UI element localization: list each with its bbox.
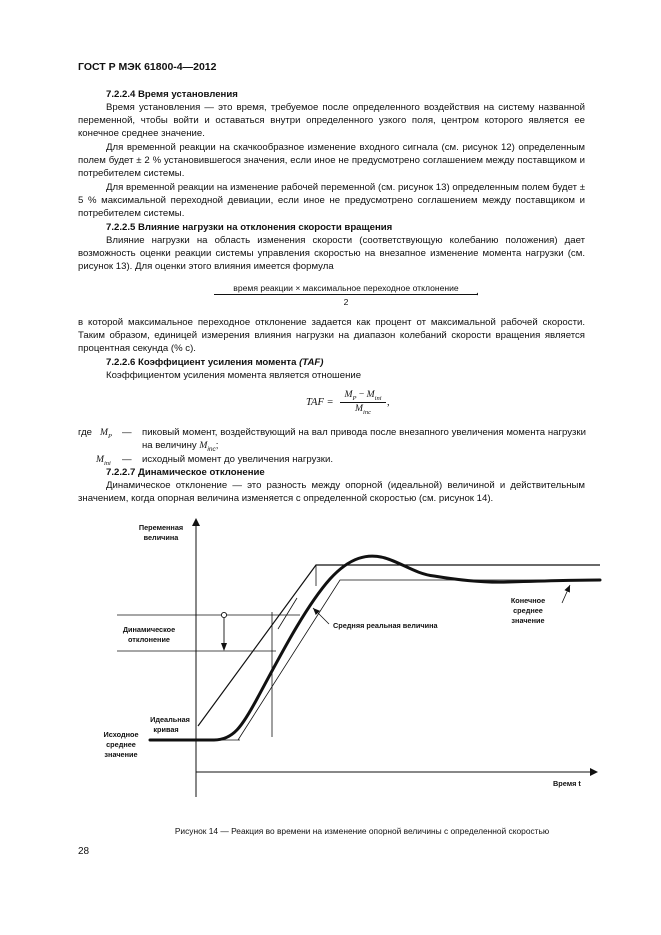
paragraph: Динамическое отклонение — это разность между опорной (идеальной) величиной и действительным значением, когда опорная величина изменяется с определенной скоростью (см. рисунок 14). — [78, 480, 585, 505]
initial-value-label-line2: среднее — [106, 740, 136, 749]
ideal-curve-label-line1: Идеальная — [150, 715, 190, 724]
subscript: P — [108, 432, 112, 440]
deviation-arrowhead — [221, 643, 227, 651]
final-label-leader — [562, 585, 570, 603]
ideal-curve-label-line2: кривая — [153, 725, 179, 734]
initial-value-label-line1: Исходное — [103, 730, 139, 739]
real-response-curve — [150, 556, 600, 740]
page-number: 28 — [78, 846, 90, 857]
formula-numerator: время реакции × максимальное переходное отклонение — [214, 283, 478, 295]
definition-dash: — — [122, 454, 132, 465]
final-value-label-line3: значение — [511, 616, 545, 625]
symbol: M — [199, 440, 208, 452]
paragraph: Время установления — это время, требуемое после определенного воздействия на систему названной переменной, чтобы войти и оставаться внутри определенного узкого поля, центром которого является ее конечное среднее значение. — [78, 102, 585, 140]
symbol: M — [366, 389, 375, 400]
symbol: M — [100, 427, 108, 438]
ideal-curve — [198, 565, 600, 726]
subscript: inc — [207, 446, 216, 453]
symbol: M — [96, 454, 104, 465]
formula-comma: , — [476, 286, 479, 297]
symbol: M — [344, 389, 353, 400]
section-heading-7-2-2-5: 7.2.2.5 Влияние нагрузки на отклонения скорости вращения — [106, 222, 393, 233]
x-axis-label: Время t — [553, 779, 581, 788]
paragraph: Для временной реакции на скачкообразное изменение входного сигнала (см. рисунок 12) определенным полем будет ± 2 % установившегося значения, если иное не предусмотрено соглашением между поставщиком и потребителем системы. — [78, 142, 585, 180]
definition-dash: — — [122, 427, 132, 438]
operator: − — [356, 389, 367, 400]
final-value-label-line2: среднее — [513, 606, 543, 615]
y-axis-label-line2: величина — [143, 533, 179, 542]
paragraph: в которой максимальное переходное отклонение задается как процент от максимальной рабочей скорости. Таким образом, единицей измерения влияния нагрузки на диапазон колебаний скорости вращения является процентная секунда (% с). — [78, 317, 585, 355]
y-axis-label-line1: Переменная — [138, 523, 184, 532]
x-axis-arrow — [590, 768, 598, 776]
definition-text: исходный момент до увеличения нагрузки. — [142, 454, 333, 465]
section-heading-7-2-2-4: 7.2.2.4 Время установления — [106, 89, 238, 100]
subscript: ini — [104, 459, 111, 467]
dynamic-deviation-label-line2: отклонение — [127, 635, 171, 644]
heading-text: 7.2.2.6 Коэффициент усиления момента — [106, 357, 297, 368]
paragraph: Для временной реакции на изменение рабочей переменной (см. рисунок 13) определенным полем будет ± 5 % максимальной переходной девиации, если иное не предусмотрено соглашением между поставщиком и потребителем системы. — [78, 182, 585, 220]
deviation-point-marker — [221, 612, 226, 617]
formula-denominator: 2 — [343, 297, 349, 307]
document-header: ГОСТ Р МЭК 61800-4—2012 — [78, 61, 217, 73]
symbol: M — [355, 402, 364, 414]
average-real-value-label: Средняя реальная величина — [333, 621, 438, 630]
heading-abbreviation: (TAF) — [299, 357, 324, 368]
formula-comma: , — [387, 397, 390, 408]
average-real-value-line — [238, 580, 600, 740]
dynamic-deviation-label-line1: Динамическое — [122, 625, 176, 634]
figure-caption: Рисунок 14 — Реакция во времени на изменение опорной величины с определенной скоростью — [174, 826, 550, 836]
where-label: где — [78, 427, 93, 438]
initial-value-label-line3: значение — [104, 750, 138, 759]
y-axis-arrow — [192, 518, 200, 526]
final-value-label-line1: Конечное — [510, 596, 546, 605]
text: пиковый момент, воздействующий на вал привода после внезапного увеличения момента нагрузки на величину — [142, 427, 586, 452]
paragraph: Влияние нагрузки на область изменения скорости (соответствующую колебанию положения) дает возможность оценки реакции системы управления скоростью на внезапное изменение момента нагрузки (см. рисунок 13). Для оценки этого влияния имеется формула — [78, 235, 585, 273]
subscript: inc — [363, 408, 371, 416]
formula-lhs: TAF = — [306, 397, 334, 408]
subscript: ini — [374, 394, 382, 402]
paragraph: Коэффициентом усиления момента является отношение — [106, 370, 362, 381]
text: ; — [215, 440, 219, 452]
subscript: P — [352, 394, 357, 402]
section-heading-7-2-2-7: 7.2.2.7 Динамическое отклонение — [106, 467, 265, 478]
